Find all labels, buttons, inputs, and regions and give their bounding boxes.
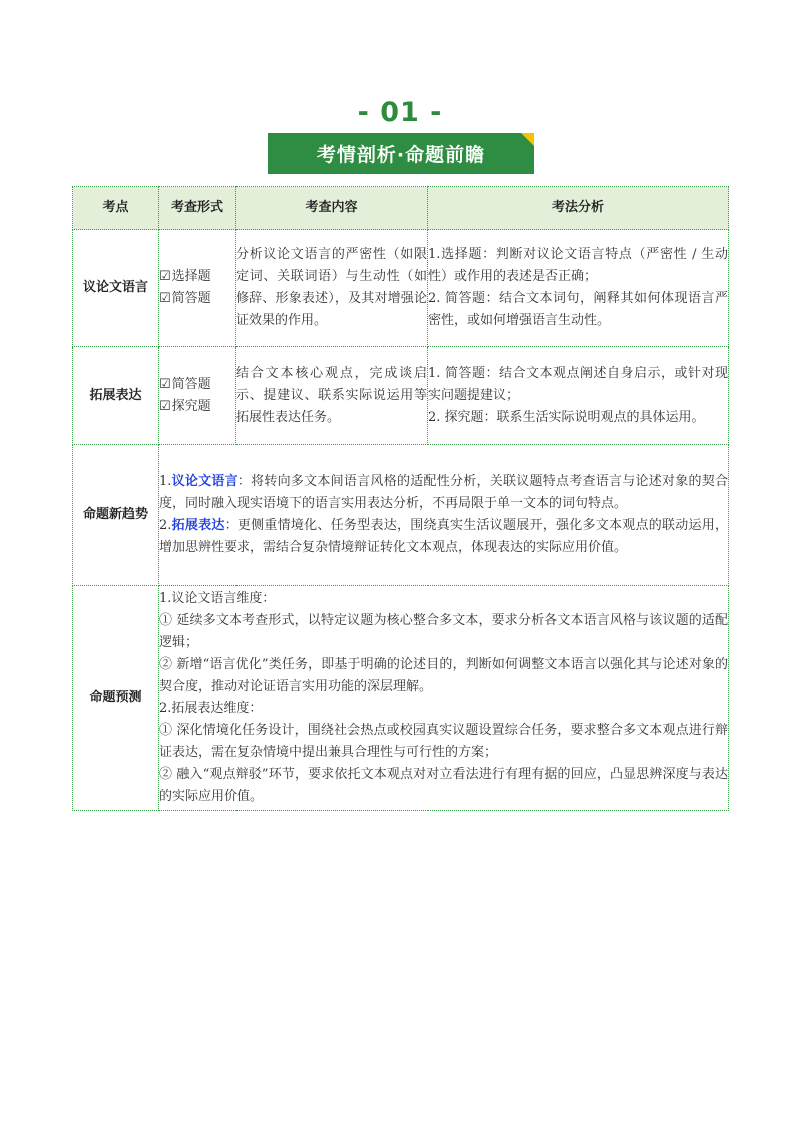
prediction-line: ② 新增“语言优化”类任务，即基于明确的论述目的，判断如何调整文本语言以强化其与论述对象的契合度，推动对论证语言实用功能的深层理解。: [159, 657, 728, 694]
form-label: 选择题: [171, 269, 211, 284]
section-number: - 01 -: [357, 97, 443, 128]
trend-label-cell: 命题新趋势: [73, 445, 159, 586]
trend-item: [159, 515, 728, 559]
form-label: 简答题: [171, 291, 211, 306]
form-item: [159, 374, 235, 396]
form-item: [159, 288, 235, 310]
exam-content-cell: 结合文本核心观点，完成谈启示、提建议、联系实际说运用等拓展性表达任务。: [236, 347, 428, 445]
form-item: [159, 396, 235, 418]
header-cell-content: 考查内容: [236, 187, 428, 230]
prediction-line: ① 深化情境化任务设计，围绕社会热点或校园真实议题设置综合任务，要求整合多文本观点进行辩证表达，需在复杂情境中提出兼具合理性与可行性的方案；: [159, 723, 728, 760]
analysis-item: 1. 简答题：结合文本观点阐述自身启示，或针对现实问题提建议；: [428, 365, 728, 403]
prediction-label-cell: 命题预测: [73, 586, 159, 811]
prediction-line: ① 延续多文本考查形式，以特定议题为核心整合多文本，要求分析各文本语言风格与该议题的适配逻辑；: [159, 613, 728, 650]
exam-form-cell: [159, 347, 236, 445]
header-cell-point: 考点: [73, 187, 159, 230]
prediction-line: ② 融入“观点辩驳”环节，要求依托文本观点对对立看法进行有理有据的回应，凸显思辨深度与表达的实际应用价值。: [159, 767, 728, 804]
analysis-item: 2. 探究题：联系生活实际说明观点的具体运用。: [428, 409, 705, 425]
trend-row: [73, 445, 729, 586]
header-cell-form: 考查形式: [159, 187, 236, 230]
checked-box-icon: ☑: [159, 291, 171, 306]
trend-item-number: 1.: [159, 474, 172, 489]
section-banner: [268, 133, 534, 174]
prediction-line: 2.拓展表达维度：: [159, 701, 263, 716]
exam-analysis-table: [72, 186, 729, 811]
table-row: [73, 230, 729, 347]
form-item: [159, 266, 235, 288]
analysis-item: 1.选择题：判断对议论文语言特点（严密性 / 生动性）或作用的表述是否正确；: [428, 247, 728, 284]
table-header-row: [73, 187, 729, 230]
exam-point-cell: 拓展表达: [73, 347, 159, 445]
trend-item-title: 拓展表达: [171, 518, 225, 533]
exam-form-cell: [159, 230, 236, 347]
prediction-line: 1.议论文语言维度：: [159, 591, 276, 606]
trend-item-text: ：将转向多文本间语言风格的适配性分析，关联议题特点考查语言与论述对象的契合度，同时融入现实语境下的语言实用表达分析，不再局限于单一文本的词句特点。: [159, 474, 728, 511]
banner-title: 考情剖析·命题前瞻: [316, 144, 486, 166]
exam-point-cell: 议论文语言: [73, 230, 159, 347]
trend-item-number: 2.: [159, 518, 172, 533]
form-label: 简答题: [171, 376, 211, 392]
prediction-content-cell: [159, 586, 729, 811]
exam-content-cell: 分析议论文语言的严密性（如限定词、关联词语）与生动性（如修辞、形象表述），及其对增强论证效果的作用。: [236, 230, 428, 347]
exam-analysis-cell: [428, 347, 729, 445]
checked-box-icon: ☑: [159, 269, 171, 284]
header-cell-analysis: 考法分析: [428, 187, 729, 230]
trend-item-text: ：更侧重情境化、任务型表达，围绕真实生活议题展开，强化多文本观点的联动运用，增加思辨性要求，需结合复杂情境辩证转化文本观点，体现表达的实际应用价值。: [159, 518, 728, 555]
banner-corner-decoration: [521, 133, 534, 146]
trend-content-cell: [159, 445, 729, 586]
trend-item-title: 议论文语言: [171, 474, 238, 489]
checked-box-icon: ☑: [159, 376, 171, 392]
table-row: [73, 347, 729, 445]
analysis-item: 2. 简答题：结合文本词句，阐释其如何体现语言严密性，或如何增强语言生动性。: [428, 291, 728, 328]
form-label: 探究题: [171, 398, 211, 414]
trend-item: [159, 471, 728, 515]
exam-analysis-cell: [428, 230, 729, 347]
checked-box-icon: ☑: [159, 398, 171, 414]
prediction-row: [73, 586, 729, 811]
